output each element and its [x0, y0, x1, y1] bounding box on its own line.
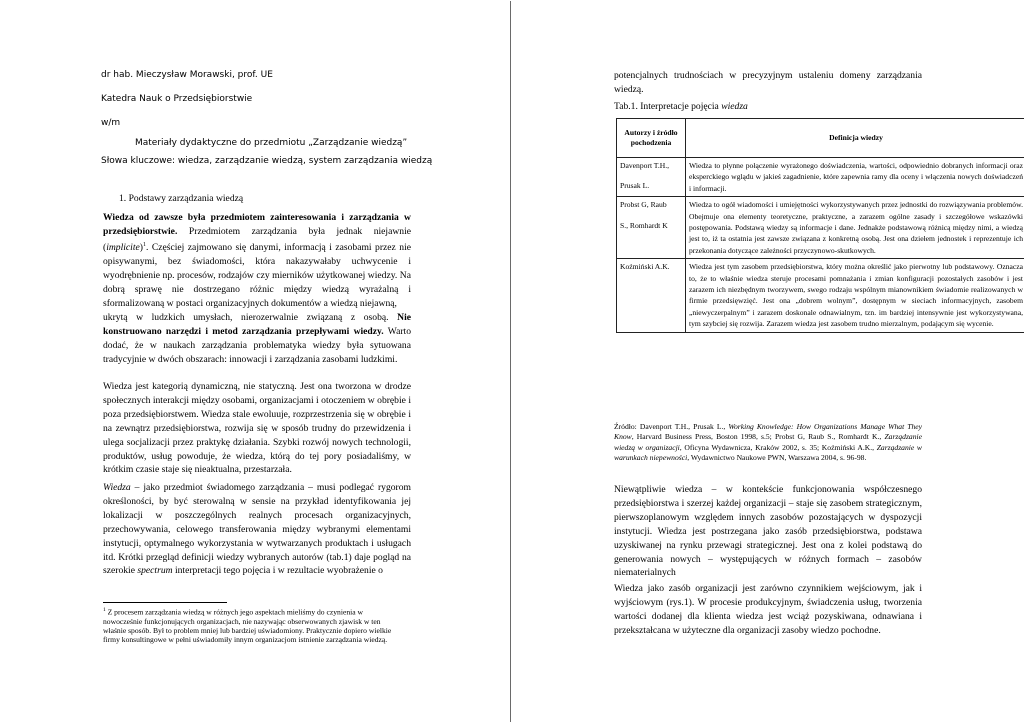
- p1-implicite: implicite: [106, 242, 140, 253]
- table-caption: [614, 101, 748, 112]
- paragraph-3: Wiedza jest kategorią dynamiczną, nie statyczną. Jest ona tworzona w drodze społecznych interakcji między osobami, organizacjami i otoczeniem w obrębie i poza przedsiębiorstwem. Wiedza stale ewoluuje, rozprzestrzenia się w obrębie i na zewnątrz przedsiębiorstwa, rozwija się w sposób trudny do przewidzenia i ulega socjalizacji przez praktykę działania. Szybki rozwój nowych technologii, produktów, usług powoduje, że wiedza, którą do tej pory posiadaliśmy, w krótkim czasie staje się nieaktualna, przestarzała.: [103, 381, 411, 476]
- definitions-table: [616, 118, 1024, 333]
- table-caption-italic: wiedza: [721, 101, 748, 112]
- table-header-row: [617, 119, 1024, 158]
- left-page: [1, 1, 511, 722]
- footnote: [103, 606, 403, 644]
- document-title: Materiały dydaktyczne do przedmiotu „Zarządzanie wiedzą”: [135, 138, 408, 148]
- source-d: , Wydawnictwo Naukowe PWN, Warszawa 2004, s. 96-98.: [687, 452, 867, 462]
- row-author: [617, 158, 686, 197]
- keywords-line: Słowa kluczowe: wiedza, zarządzanie wiedzą, system zarządzania wiedzą: [101, 156, 433, 166]
- department-line: Katedra Nauk o Przedsiębiorstwie: [101, 94, 253, 104]
- paragraph-1: [103, 211, 411, 311]
- wm-line: w/m: [101, 118, 121, 128]
- paragraph-strategic: Niewątpliwie wiedza – w kontekście funkcjonowania współczesnego przedsiębiorstwa i szerzej każdej organizacji – staje się zasobem strategicznym, pierwszoplanowym względem innych zasobów pozostających w dyspozycji instytucji. Wiedza jest postrzegana jako zasób przedsiębiorstwa, podstawa uzyskiwanej na rynku przewagi strategicznej. Jest ona z kolei podstawą do generowania nowych – występujących w różnych formach – zasobów niematerialnych: [614, 484, 922, 579]
- footnote-ref: 1: [142, 241, 146, 248]
- table-caption-text: Tab.1. Interpretacje pojęcia: [614, 101, 722, 112]
- footnote-text: Z procesem zarządzania wiedzą w różnych jego aspektach mieliśmy do czynienia w nowocześnie funkcjonujących organizacjach, nie nazywając obserwowanych zjawisk w ten właśnie sposób. Był to problem mniej lub bardziej uświadomiony. Praktycznie dopiero wielkie firmy konsultingowe w pełni uświadomiły innym organizacjom istnienie zarządzania wiedzą.: [103, 607, 392, 645]
- source-italic-2: Zarządzanie wiedzą w organizacji: [614, 432, 922, 452]
- source-a: Źródło: Davenport T.H., Prusak L.,: [614, 422, 729, 431]
- source-b: , Harvard Business Press, Boston 1998, s.5; Probst G, Raub S., Romhardt K.,: [631, 432, 885, 442]
- paragraph-2: [103, 311, 411, 367]
- row-author-b: S., Romhardt K: [620, 220, 668, 230]
- paragraph-4: [103, 481, 411, 578]
- p2-bold: Nie konstruowano narzędzi i metod zarządzania przepływami wiedzy.: [103, 312, 411, 337]
- row-author-a: Probst G, Raub: [620, 200, 667, 210]
- p1-text-b: . Częściej zajmowano się danymi, informacją i zasobami przez nie opisywanymi, bez świadomości, która nakazywałaby uchwycenie i wyodrębnienie np. procesów, rodzajów czy mierników użytkowanej wiedzy. Na dobrą sprawę nie dostrzegano różnic między wiedzą wyrażalną i sformalizowaną w postaci organizacyjnych dokumentów a wiedzą niejawną,: [103, 242, 411, 309]
- footnote-mark: 1: [103, 607, 106, 613]
- row-author: [617, 197, 686, 259]
- p2-text-a: ukrytą w ludzkich umysłach, nierozerwalnie związaną z osobą.: [103, 312, 398, 323]
- p4-text-b: interpretacji tego pojęcia i w rezultacie wyobrażenie o: [172, 565, 383, 577]
- section-heading: 1. Podstawy zarządzania wiedzą: [119, 193, 244, 204]
- table-row: [617, 158, 1024, 197]
- p4-text-a: – jako przedmiot świadomego zarządzania – musi podlegać rygorom określoności, by być sterowalną w sensie na przykład identyfikowania jej lokalizacji w poszczególnych realnych procesach organizacyjnych, przechowywania, celowego transferowania między wybranymi elementami instytucji, optymalnego wykorzystania w wytwarzanych produktach i usługach itd. Krótki przegląd definicji wiedzy wybranych autorów (tab.1) daje pogląd na szerokie: [103, 482, 411, 577]
- table-row: [617, 259, 1024, 332]
- header-authors: Autorzy i źródło pochodzenia: [617, 119, 686, 158]
- p1-text-a: Przedmiotem zarządzania była jednak niejawnie (: [103, 225, 411, 253]
- row-definition: Wiedza jest tym zasobem przedsiębiorstwa, który można określić jako pierwotny lub podstawowy. Oznacza to, że to właśnie wiedza steruje procesami pomnażania i zmian konfiguracji pozostałych zasobów i jest zarazem ich niezbędnym tworzywem, swego rodzaju wspólnym mianownikiem świadomie realizowanych w firmie przedsięwzięć. Jest ona „dobrem wolnym”, dostępnym w sieciach informacyjnych, zasobem „niewyczerpalnym” i zarazem doskonale odnawialnym, tzn. im bardziej intensywnie jest wykorzystywana, tym szybciej się rozwija. Zarazem wiedza jest zasobem trudno mierzalnym, podającym się wycenie.: [686, 259, 1024, 332]
- row-author-a: Koźmiński A.K.: [620, 262, 670, 272]
- source-c: , Oficyna Wydawnicza, Kraków 2002, s. 35; Koźmiński A.K.,: [679, 442, 877, 452]
- row-author: [617, 259, 686, 332]
- row-definition: Wiedza to płynne połączenie wyrażonego doświadczenia, wartości, odpowiednio dobranych informacji oraz eksperckiego wglądu w jakieś zagadnienie, które zapewnia ramy dla oceny i włączenia nowych doświadczeń i informacji.: [686, 158, 1024, 197]
- source-italic-3: Zarządzanie w warunkach niepewności: [614, 442, 922, 462]
- p2-text-b: Warto dodać, że w naukach zarządzania problematyka wiedzy była sytuowana tradycyjnie w dwóch obszarach: innowacji i zarządzania zasobami ludzkimi.: [103, 325, 411, 365]
- footnote-divider: [103, 602, 227, 603]
- p4-wiedza: Wiedza: [103, 482, 131, 493]
- p1-close: ): [139, 242, 143, 253]
- row-author-a: Davenport T.H.,: [620, 161, 670, 170]
- p1-bold-lead: Wiedza od zawsze była przedmiotem zainteresowania i zarządzania w przedsiębiorstwie.: [103, 212, 411, 237]
- p4-spectrum: spectrum: [137, 565, 173, 577]
- author-line: dr hab. Mieczysław Morawski, prof. UE: [101, 70, 273, 80]
- table-source: [614, 422, 922, 463]
- source-italic-1: Working Knowledge: How Organizations Manage What They Know: [614, 422, 922, 442]
- table-row: [617, 197, 1024, 259]
- right-page: [512, 1, 1023, 722]
- intro-continuation: potencjalnych trudnościach w precyzyjnym ustaleniu domeny zarządzania wiedzą.: [614, 70, 922, 95]
- row-definition: Wiedza to ogół wiadomości i umiejętności wykorzystywanych przez jednostki do rozwiązywania problemów. Obejmuje ona elementy teoretyczne, praktyczne, a zarazem ogólne zasady i szczegółowe wskazówki postępowania. Podstawą wiedzy są informacje i dane. Jednakże podstawową różnicą między nimi, a wiedzą jest to, iż ta ostatnia jest zawsze związana z konkretną osobą. Jest ona dziełem jednostek i reprezentuje ich przekonania dotyczące zależności przyczynowo-skutkowych.: [686, 197, 1024, 259]
- header-definition: Definicja wiedzy: [686, 119, 1024, 158]
- paragraph-resource: Wiedza jako zasób organizacji jest zarówno czynnikiem wejściowym, jak i wyjściowym (rys.1). W procesie produkcyjnym, świadczenia usług, tworzenia wartości dodanej dla klienta wiedza jest wciąż pozyskiwana, odnawiana i przekształcana w użyteczne dla organizacji zasoby wiedzo pochodne.: [614, 583, 922, 636]
- row-author-b: Prusak L.: [620, 181, 650, 191]
